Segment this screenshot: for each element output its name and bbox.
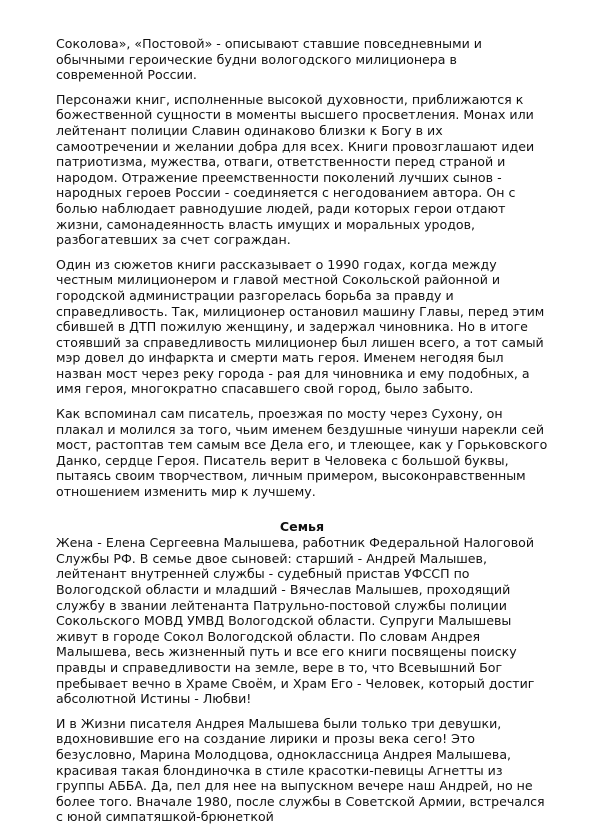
paragraph-plot-1990s: Один из сюжетов книги рассказывает о 1990 годах, когда между честным милиционером и главой местной Сокольской районной и городской администрации разгорелась борьба за правду и справедливость. Так, милиционер остановил машину Главы, перед этим сбившей в ДТП пожилую женщину, и задержал чиновника. Но в итоге стоявший за справедливость милиционер был лишен всего, а тот самый мэр довел до инфаркта и смерти мать героя. Именем негодяя был назван мост через реку города - рая для чиновника и ему подобных, а имя героя, многократно спасавшего свой город, было забыто. <box>56 256 545 397</box>
paragraph-family-wife-sons: Жена - Елена Сергеевна Малышева, работник Федеральной Налоговой Службы РФ. В семье двое сыновей: старший - Андрей Малышев, лейтенант внутренней службы - судебный пристав УФССП по Вологодской области и младший - Вячеслав Малышев, проходящий службу в звании лейтенанта Патрульно-постовой службы полиции Сокольского МОВД УМВД Вологодской области. Супруги Малышевы живут в городе Сокол Вологодской области. По словам Андрея Малышева, весь жизненный путь и все его книги посвящены поиску правды и справедливости на земле, вере в то, что Всевышний Бог пребывает вечно в Храме Своём, и Храм Его - Человек, который достиг абсолютной Истины - Любви! <box>56 535 535 707</box>
paragraph-three-girls: И в Жизни писателя Андрея Малышева были только три девушки, вдохновившие его на создание лирики и прозы века сего! Это безусловно, Марина Молодцова, одноклассница Андрея Малышева, красивая такая блондиночка в стиле красотки-певицы Агнетты из группы АББА. Да, пел для нее на выпускном вечере наш Андрей, но не более того. Вначале 1980, после службы в Советской Армии, встречался с юной симпатяшкой-брюнеткой <box>56 715 545 825</box>
document-page <box>56 36 548 834</box>
paragraph-characters-spirituality: Персонажи книг, исполненные высокой духовности, приближаются к божественной сущности в моменты высшего просветления. Монах или лейтенант полиции Славин одинаково близки к Богу в их самоотречении и желании добра для всех. Книги провозглашают идеи патриотизма, мужества, отваги, ответственности перед страной и народом. Отражение преемственности поколений лучших сынов - народных героев России - соединяется с негодованием автора. Он с болью наблюдает равнодушие людей, ради которых герои отдают жизни, самонадеянность власть имущих и моральных уродов, разбогатевших за счет сограждан. <box>56 91 535 248</box>
paragraph-bridge-memory: Как вспоминал сам писатель, проезжая по мосту через Сухону, он плакал и молился за того, чьим именем бездушные чинуши нарекли сей мост, растоптав тем самым все Дела его, и тлеющее, как у Горьковского Данко, сердце Героя. Писатель верит в Человека с большой буквы, пытаясь своим творчеством, личным примером, высоконравственным отношением изменить мир к лучшему. <box>56 406 548 500</box>
paragraph-sokolova-postovoy: Соколова», «Постовой» - описывают ставшие повседневными и обычными героические будни вологодского милиционера в современной России. <box>56 36 482 83</box>
section-heading-family: Семья <box>279 518 325 534</box>
